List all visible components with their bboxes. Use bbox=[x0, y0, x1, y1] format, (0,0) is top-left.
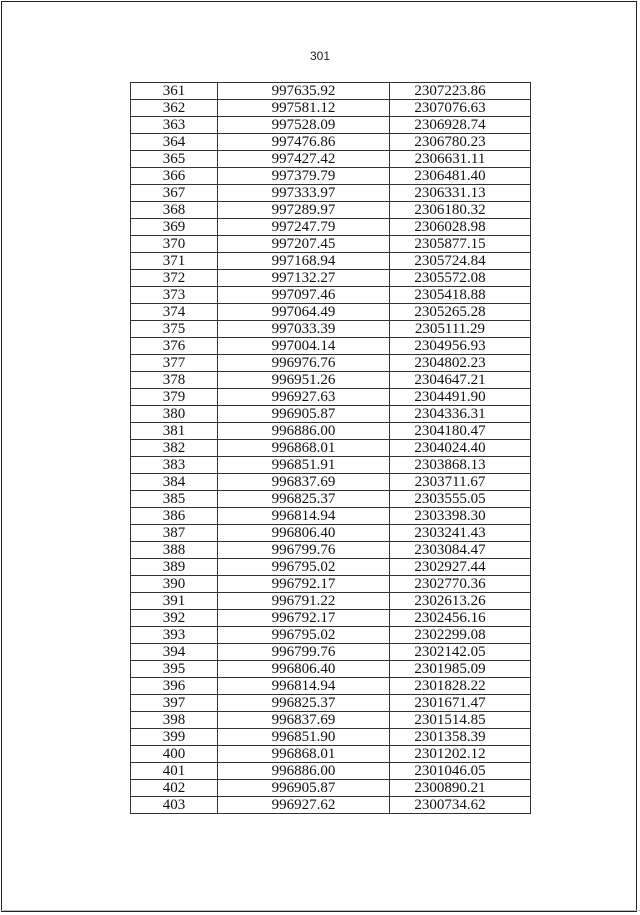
x-coordinate-cell: 996886.00 bbox=[218, 763, 390, 780]
point-number-cell: 361 bbox=[131, 83, 218, 100]
x-coordinate-cell: 997097.46 bbox=[218, 287, 390, 304]
point-number-cell: 376 bbox=[131, 338, 218, 355]
table-row bbox=[131, 525, 531, 542]
y-coordinate-cell: 2306780.23 bbox=[390, 134, 531, 151]
x-coordinate-cell: 997635.92 bbox=[218, 83, 390, 100]
point-number-cell: 403 bbox=[131, 797, 218, 814]
point-number-cell: 381 bbox=[131, 423, 218, 440]
x-coordinate-cell: 997581.12 bbox=[218, 100, 390, 117]
x-coordinate-cell: 997168.94 bbox=[218, 253, 390, 270]
table-row bbox=[131, 219, 531, 236]
x-coordinate-cell: 996825.37 bbox=[218, 491, 390, 508]
point-number-cell: 383 bbox=[131, 457, 218, 474]
table-row bbox=[131, 661, 531, 678]
point-number-cell: 401 bbox=[131, 763, 218, 780]
point-number-cell: 397 bbox=[131, 695, 218, 712]
x-coordinate-cell: 997289.97 bbox=[218, 202, 390, 219]
y-coordinate-cell: 2300890.21 bbox=[390, 780, 531, 797]
x-coordinate-cell: 997033.39 bbox=[218, 321, 390, 338]
table-row bbox=[131, 797, 531, 814]
table-row bbox=[131, 508, 531, 525]
table-row bbox=[131, 423, 531, 440]
y-coordinate-cell: 2305572.08 bbox=[390, 270, 531, 287]
y-coordinate-cell: 2303398.30 bbox=[390, 508, 531, 525]
point-number-cell: 394 bbox=[131, 644, 218, 661]
y-coordinate-cell: 2304336.31 bbox=[390, 406, 531, 423]
x-coordinate-cell: 996927.63 bbox=[218, 389, 390, 406]
y-coordinate-cell: 2305724.84 bbox=[390, 253, 531, 270]
x-coordinate-cell: 996905.87 bbox=[218, 406, 390, 423]
point-number-cell: 373 bbox=[131, 287, 218, 304]
x-coordinate-cell: 996792.17 bbox=[218, 576, 390, 593]
y-coordinate-cell: 2301514.85 bbox=[390, 712, 531, 729]
y-coordinate-cell: 2302142.05 bbox=[390, 644, 531, 661]
table-row bbox=[131, 593, 531, 610]
point-number-cell: 377 bbox=[131, 355, 218, 372]
x-coordinate-cell: 996851.90 bbox=[218, 729, 390, 746]
table-row bbox=[131, 236, 531, 253]
point-number-cell: 380 bbox=[131, 406, 218, 423]
y-coordinate-cell: 2305877.15 bbox=[390, 236, 531, 253]
x-coordinate-cell: 997064.49 bbox=[218, 304, 390, 321]
y-coordinate-cell: 2304024.40 bbox=[390, 440, 531, 457]
table-row bbox=[131, 627, 531, 644]
point-number-cell: 382 bbox=[131, 440, 218, 457]
table-row bbox=[131, 474, 531, 491]
y-coordinate-cell: 2302613.26 bbox=[390, 593, 531, 610]
point-number-cell: 384 bbox=[131, 474, 218, 491]
table-row bbox=[131, 389, 531, 406]
y-coordinate-cell: 2306331.13 bbox=[390, 185, 531, 202]
y-coordinate-cell: 2306481.40 bbox=[390, 168, 531, 185]
point-number-cell: 387 bbox=[131, 525, 218, 542]
y-coordinate-cell: 2301985.09 bbox=[390, 661, 531, 678]
x-coordinate-cell: 997132.27 bbox=[218, 270, 390, 287]
point-number-cell: 386 bbox=[131, 508, 218, 525]
bottom-rule bbox=[0, 910, 640, 911]
y-coordinate-cell: 2305418.88 bbox=[390, 287, 531, 304]
point-number-cell: 385 bbox=[131, 491, 218, 508]
table-row bbox=[131, 100, 531, 117]
x-coordinate-cell: 996927.62 bbox=[218, 797, 390, 814]
point-number-cell: 388 bbox=[131, 542, 218, 559]
y-coordinate-cell: 2303084.47 bbox=[390, 542, 531, 559]
point-number-cell: 398 bbox=[131, 712, 218, 729]
x-coordinate-cell: 996825.37 bbox=[218, 695, 390, 712]
point-number-cell: 366 bbox=[131, 168, 218, 185]
x-coordinate-cell: 997207.45 bbox=[218, 236, 390, 253]
y-coordinate-cell: 2301202.12 bbox=[390, 746, 531, 763]
table-row bbox=[131, 134, 531, 151]
point-number-cell: 364 bbox=[131, 134, 218, 151]
table-row bbox=[131, 491, 531, 508]
y-coordinate-cell: 2305111.29 bbox=[390, 321, 531, 338]
table-row bbox=[131, 610, 531, 627]
point-number-cell: 390 bbox=[131, 576, 218, 593]
y-coordinate-cell: 2300734.62 bbox=[390, 797, 531, 814]
x-coordinate-cell: 996795.02 bbox=[218, 627, 390, 644]
point-number-cell: 368 bbox=[131, 202, 218, 219]
table-row bbox=[131, 780, 531, 797]
x-coordinate-cell: 997427.42 bbox=[218, 151, 390, 168]
x-coordinate-cell: 996886.00 bbox=[218, 423, 390, 440]
x-coordinate-cell: 996806.40 bbox=[218, 525, 390, 542]
x-coordinate-cell: 996814.94 bbox=[218, 508, 390, 525]
x-coordinate-cell: 996951.26 bbox=[218, 372, 390, 389]
y-coordinate-cell: 2307223.86 bbox=[390, 83, 531, 100]
y-coordinate-cell: 2304956.93 bbox=[390, 338, 531, 355]
point-number-cell: 371 bbox=[131, 253, 218, 270]
table-row bbox=[131, 304, 531, 321]
y-coordinate-cell: 2304802.23 bbox=[390, 355, 531, 372]
table-row bbox=[131, 338, 531, 355]
x-coordinate-cell: 996799.76 bbox=[218, 644, 390, 661]
point-number-cell: 375 bbox=[131, 321, 218, 338]
point-number-cell: 365 bbox=[131, 151, 218, 168]
y-coordinate-cell: 2304180.47 bbox=[390, 423, 531, 440]
x-coordinate-cell: 996976.76 bbox=[218, 355, 390, 372]
point-number-cell: 362 bbox=[131, 100, 218, 117]
point-number-cell: 367 bbox=[131, 185, 218, 202]
x-coordinate-cell: 997333.97 bbox=[218, 185, 390, 202]
coordinate-table-body bbox=[131, 83, 531, 814]
table-row bbox=[131, 151, 531, 168]
x-coordinate-cell: 996799.76 bbox=[218, 542, 390, 559]
y-coordinate-cell: 2304647.21 bbox=[390, 372, 531, 389]
table-row bbox=[131, 559, 531, 576]
x-coordinate-cell: 997528.09 bbox=[218, 117, 390, 134]
table-row bbox=[131, 372, 531, 389]
point-number-cell: 370 bbox=[131, 236, 218, 253]
x-coordinate-cell: 996791.22 bbox=[218, 593, 390, 610]
table-row bbox=[131, 117, 531, 134]
y-coordinate-cell: 2303868.13 bbox=[390, 457, 531, 474]
table-row bbox=[131, 729, 531, 746]
point-number-cell: 402 bbox=[131, 780, 218, 797]
point-number-cell: 392 bbox=[131, 610, 218, 627]
x-coordinate-cell: 997379.79 bbox=[218, 168, 390, 185]
y-coordinate-cell: 2301671.47 bbox=[390, 695, 531, 712]
y-coordinate-cell: 2304491.90 bbox=[390, 389, 531, 406]
x-coordinate-cell: 996851.91 bbox=[218, 457, 390, 474]
point-number-cell: 400 bbox=[131, 746, 218, 763]
y-coordinate-cell: 2306180.32 bbox=[390, 202, 531, 219]
point-number-cell: 369 bbox=[131, 219, 218, 236]
y-coordinate-cell: 2302456.16 bbox=[390, 610, 531, 627]
y-coordinate-cell: 2303241.43 bbox=[390, 525, 531, 542]
point-number-cell: 395 bbox=[131, 661, 218, 678]
table-row bbox=[131, 355, 531, 372]
table-row bbox=[131, 202, 531, 219]
point-number-cell: 372 bbox=[131, 270, 218, 287]
y-coordinate-cell: 2301828.22 bbox=[390, 678, 531, 695]
table-row bbox=[131, 763, 531, 780]
point-number-cell: 378 bbox=[131, 372, 218, 389]
point-number-cell: 363 bbox=[131, 117, 218, 134]
y-coordinate-cell: 2301046.05 bbox=[390, 763, 531, 780]
y-coordinate-cell: 2306631.11 bbox=[390, 151, 531, 168]
table-row bbox=[131, 746, 531, 763]
x-coordinate-cell: 996837.69 bbox=[218, 474, 390, 491]
table-row bbox=[131, 440, 531, 457]
point-number-cell: 379 bbox=[131, 389, 218, 406]
table-row bbox=[131, 695, 531, 712]
point-number-cell: 399 bbox=[131, 729, 218, 746]
x-coordinate-cell: 996868.01 bbox=[218, 440, 390, 457]
table-row bbox=[131, 457, 531, 474]
y-coordinate-cell: 2305265.28 bbox=[390, 304, 531, 321]
point-number-cell: 374 bbox=[131, 304, 218, 321]
table-row bbox=[131, 406, 531, 423]
y-coordinate-cell: 2303711.67 bbox=[390, 474, 531, 491]
y-coordinate-cell: 2306928.74 bbox=[390, 117, 531, 134]
table-row bbox=[131, 321, 531, 338]
y-coordinate-cell: 2303555.05 bbox=[390, 491, 531, 508]
y-coordinate-cell: 2306028.98 bbox=[390, 219, 531, 236]
x-coordinate-cell: 996792.17 bbox=[218, 610, 390, 627]
point-number-cell: 393 bbox=[131, 627, 218, 644]
x-coordinate-cell: 997476.86 bbox=[218, 134, 390, 151]
point-number-cell: 391 bbox=[131, 593, 218, 610]
table-row bbox=[131, 270, 531, 287]
y-coordinate-cell: 2301358.39 bbox=[390, 729, 531, 746]
table-row bbox=[131, 253, 531, 270]
x-coordinate-cell: 996837.69 bbox=[218, 712, 390, 729]
point-number-cell: 396 bbox=[131, 678, 218, 695]
table-row bbox=[131, 712, 531, 729]
x-coordinate-cell: 996814.94 bbox=[218, 678, 390, 695]
page-number: 301 bbox=[309, 49, 331, 63]
x-coordinate-cell: 996868.01 bbox=[218, 746, 390, 763]
y-coordinate-cell: 2302299.08 bbox=[390, 627, 531, 644]
table-row bbox=[131, 287, 531, 304]
y-coordinate-cell: 2307076.63 bbox=[390, 100, 531, 117]
y-coordinate-cell: 2302770.36 bbox=[390, 576, 531, 593]
table-row bbox=[131, 185, 531, 202]
point-number-cell: 389 bbox=[131, 559, 218, 576]
x-coordinate-cell: 996905.87 bbox=[218, 780, 390, 797]
table-row bbox=[131, 83, 531, 100]
coordinate-table bbox=[130, 82, 531, 814]
table-row bbox=[131, 678, 531, 695]
x-coordinate-cell: 997004.14 bbox=[218, 338, 390, 355]
x-coordinate-cell: 997247.79 bbox=[218, 219, 390, 236]
table-row bbox=[131, 542, 531, 559]
table-row bbox=[131, 168, 531, 185]
x-coordinate-cell: 996795.02 bbox=[218, 559, 390, 576]
table-row bbox=[131, 576, 531, 593]
x-coordinate-cell: 996806.40 bbox=[218, 661, 390, 678]
y-coordinate-cell: 2302927.44 bbox=[390, 559, 531, 576]
table-row bbox=[131, 644, 531, 661]
